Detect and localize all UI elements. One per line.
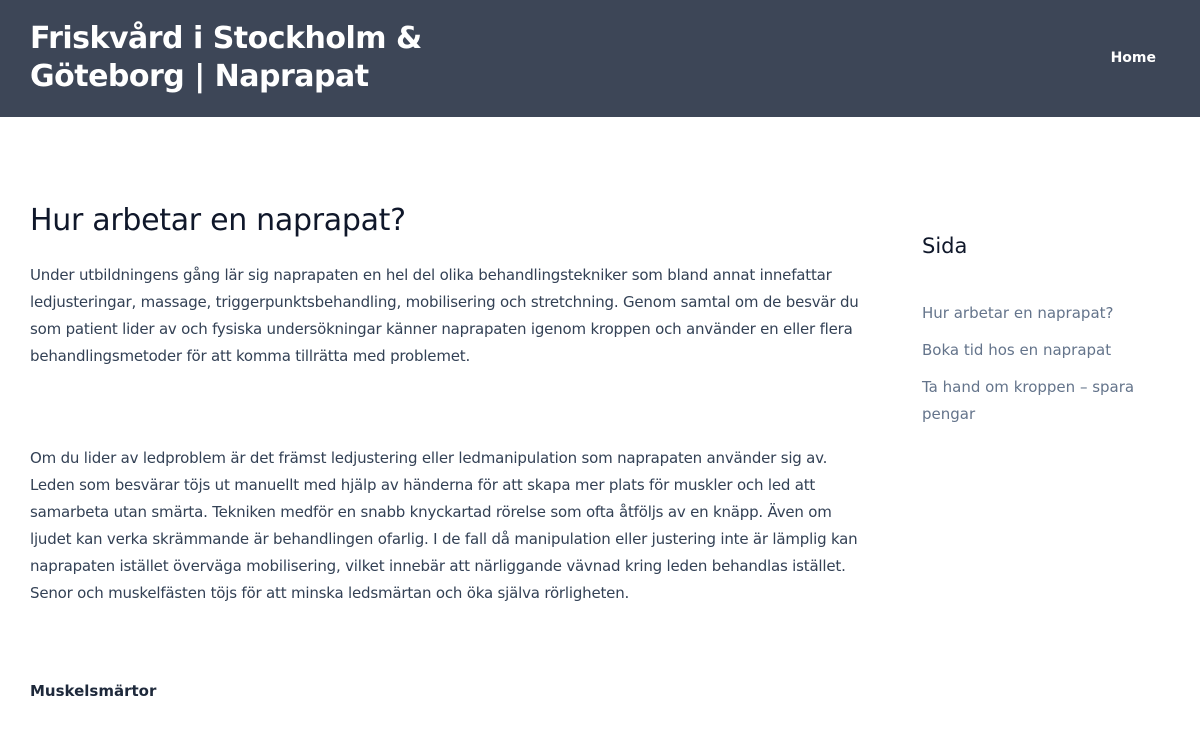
sidebar-link-list <box>922 300 1152 438</box>
sidebar-link-ta-hand-om-kroppen[interactable]: Ta hand om kroppen – spara pengar <box>922 378 1135 423</box>
subheading-muskelsmartor: Muskelsmärtor <box>30 682 157 700</box>
sidebar-link-hur-arbetar[interactable]: Hur arbetar en naprapat? <box>922 304 1114 322</box>
list-item <box>922 337 1152 364</box>
list-item <box>922 300 1152 327</box>
sidebar <box>922 230 1172 423</box>
site-title[interactable]: Friskvård i Stockholm & Göteborg | Naprapat <box>30 21 422 94</box>
list-item <box>922 374 1152 428</box>
sidebar-link-boka-tid[interactable]: Boka tid hos en naprapat <box>922 341 1112 359</box>
site-header <box>0 0 1200 117</box>
nav-home-link[interactable]: Home <box>1110 50 1156 66</box>
paragraph-ledproblem: Om du lider av ledproblem är det främst ledjustering eller ledmanipulation som naprapaten använder sig av. Leden som besvärar töjs ut manuellt med hjälp av händerna för att skapa mer plats för muskler och led att samarbeta utan smärta. Tekniken medför en snabb knyckartad rörelse som ofta åtföljs av en knäpp. Även om ljudet kan verka skrämmande är behandlingen ofarlig. I de fall då manipulation eller justering inte är lämplig kan naprapaten istället överväga mobilisering, vilket innebär att närliggande vävnad kring leden behandlas istället. Senor och muskelfästen töjs för att minska ledsmärtan och öka själva rörligheten. <box>30 449 858 602</box>
paragraph-intro: Under utbildningens gång lär sig naprapaten en hel del olika behandlingstekniker som bland annat innefattar ledjusteringar, massage, triggerpunktsbehandling, mobilisering och stretchning. Genom samtal om de besvär du som patient lider av och fysiska undersökningar känner naprapaten igenom kroppen och använder en eller flera behandlingsmetoder för att komma tillrätta med problemet. <box>30 266 859 365</box>
sidebar-title: Sida <box>922 234 968 258</box>
main-content <box>30 200 860 700</box>
page-title: Hur arbetar en naprapat? <box>30 203 406 238</box>
